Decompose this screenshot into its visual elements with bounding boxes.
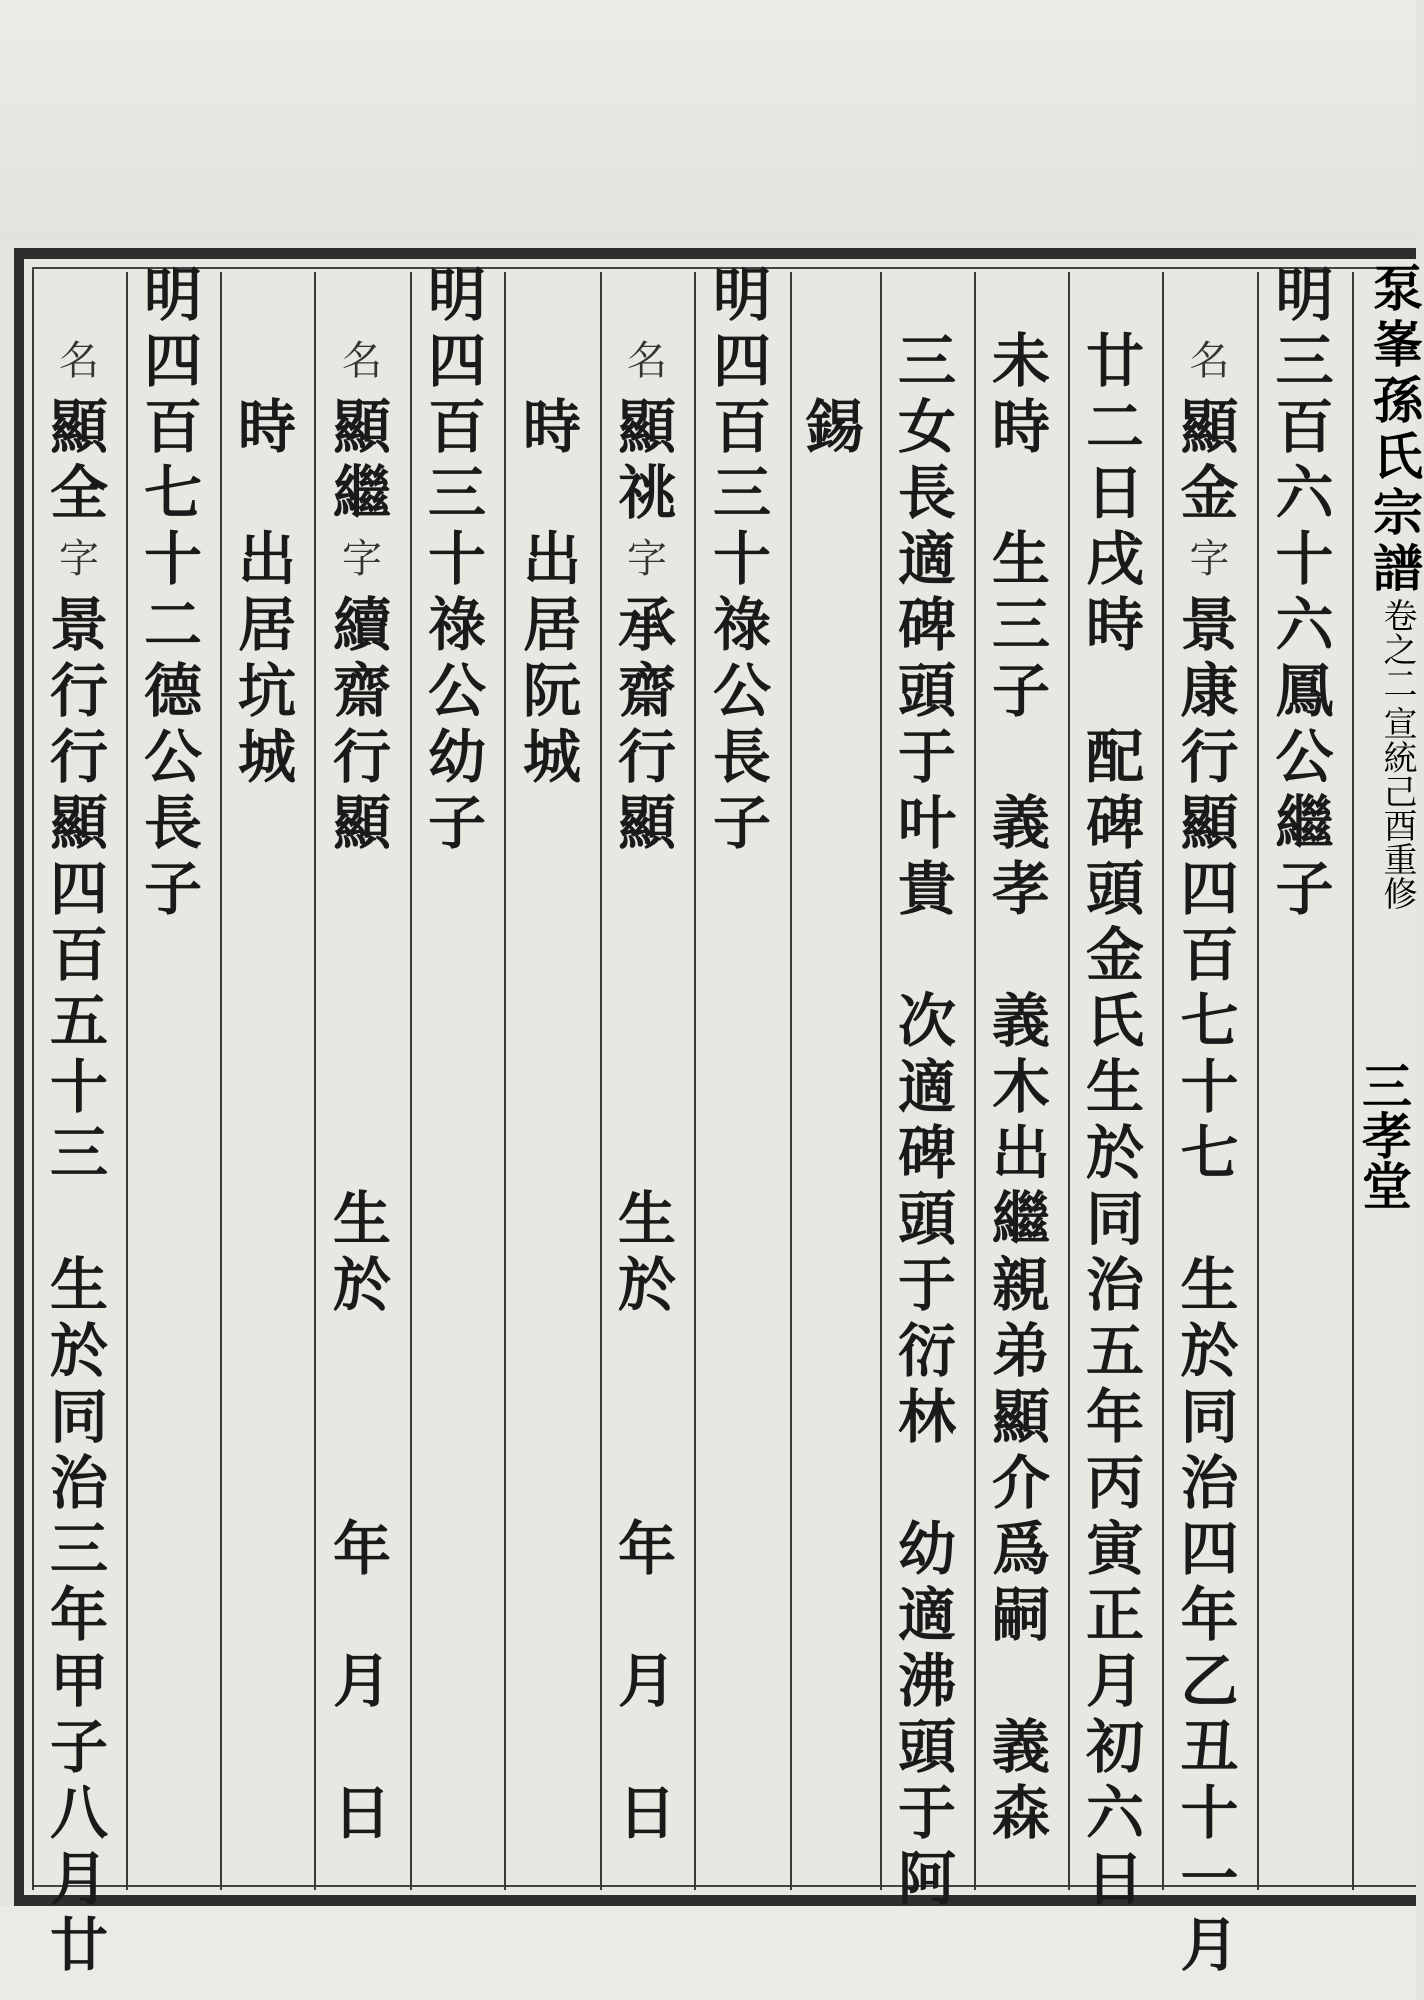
character: 叶 <box>897 789 956 857</box>
column-rule <box>880 272 882 1890</box>
text-segment <box>986 526 1056 724</box>
character: 子 <box>143 855 202 923</box>
character: 三 <box>897 327 956 395</box>
character: 居 <box>522 591 581 659</box>
small-annotation <box>327 328 397 394</box>
character: 治 <box>1085 1251 1144 1319</box>
character: 于 <box>897 723 956 791</box>
text-segment <box>612 1186 682 1318</box>
character: 頭 <box>897 1185 956 1253</box>
character: 百 <box>1275 393 1334 461</box>
text-segment <box>1270 262 1340 922</box>
character: 三 <box>712 459 771 527</box>
text-column <box>138 262 208 922</box>
small-annotation <box>44 526 114 592</box>
text-column <box>612 262 682 1846</box>
character: 弟 <box>991 1317 1050 1385</box>
character: 繼 <box>1275 789 1334 857</box>
character: 子 <box>712 789 771 857</box>
character: 廿 <box>49 1911 108 1979</box>
character: 頭 <box>1085 855 1144 923</box>
text-segment <box>44 1252 114 1978</box>
character: 顯 <box>49 789 108 857</box>
text-segment <box>44 592 114 1186</box>
character: 生 <box>1180 1251 1239 1319</box>
text-segment <box>232 526 302 790</box>
text-segment <box>612 1516 682 1582</box>
text-segment <box>327 592 397 856</box>
character: 顯 <box>991 1383 1050 1451</box>
text-column <box>892 262 962 1912</box>
character: 十 <box>712 525 771 593</box>
character: 爲 <box>991 1515 1050 1583</box>
genealogy-title: 泵峯孫氏宗譜 <box>1365 262 1424 598</box>
character: 十 <box>143 525 202 593</box>
text-segment <box>138 262 208 922</box>
character: 字 <box>59 536 99 582</box>
character: 子 <box>1275 855 1334 923</box>
character: 金 <box>1180 459 1239 527</box>
character: 五 <box>1085 1317 1144 1385</box>
character: 出 <box>991 1119 1050 1187</box>
column-rule <box>126 272 128 1890</box>
character: 四 <box>49 855 108 923</box>
character: 于 <box>897 1251 956 1319</box>
character: 貴 <box>897 855 956 923</box>
text-segment <box>986 328 1056 460</box>
column-rule <box>220 272 222 1890</box>
character: 時 <box>991 393 1050 461</box>
character: 碑 <box>897 1119 956 1187</box>
character: 長 <box>897 459 956 527</box>
text-column <box>986 262 1056 1846</box>
text-segment <box>1175 592 1245 1186</box>
text-column <box>800 262 870 460</box>
character: 十 <box>1180 1779 1239 1847</box>
character: 年 <box>1085 1383 1144 1451</box>
character: 時 <box>1085 591 1144 659</box>
character: 字 <box>1189 536 1230 582</box>
character: 百 <box>1180 921 1239 989</box>
character: 年 <box>1180 1581 1239 1649</box>
character: 生 <box>332 1185 391 1253</box>
character: 於 <box>332 1251 391 1319</box>
character: 長 <box>712 723 771 791</box>
text-column <box>327 262 397 1846</box>
character: 正 <box>1085 1581 1144 1649</box>
character: 二 <box>143 591 202 659</box>
text-segment <box>707 262 777 856</box>
text-segment <box>612 394 682 526</box>
column-rule <box>1162 272 1164 1890</box>
character: 十 <box>49 1053 108 1121</box>
character: 出 <box>522 525 581 593</box>
character: 四 <box>1180 855 1239 923</box>
character: 森 <box>991 1779 1050 1847</box>
character: 六 <box>1275 591 1334 659</box>
character: 義 <box>991 789 1050 857</box>
character: 頭 <box>897 657 956 725</box>
character: 行 <box>49 723 108 791</box>
character: 承 <box>617 591 676 659</box>
character: 月 <box>332 1647 391 1715</box>
text-column <box>517 262 587 790</box>
text-segment <box>327 1516 397 1582</box>
character: 百 <box>712 393 771 461</box>
character: 城 <box>237 723 296 791</box>
character: 嗣 <box>991 1581 1050 1649</box>
text-segment <box>892 328 962 922</box>
text-segment <box>517 526 587 790</box>
character: 日 <box>617 1779 676 1847</box>
character: 顯 <box>49 393 108 461</box>
character: 顯 <box>1180 789 1239 857</box>
character: 全 <box>49 459 108 527</box>
character: 行 <box>49 657 108 725</box>
character: 頭 <box>897 1713 956 1781</box>
character: 顯 <box>332 393 391 461</box>
character: 丑 <box>1180 1713 1239 1781</box>
text-segment <box>327 1186 397 1318</box>
character: 顯 <box>617 789 676 857</box>
hall-name: 孝堂 <box>1354 1110 1413 1210</box>
character: 康 <box>1180 657 1239 725</box>
page-number: 三 <box>1354 1060 1413 1110</box>
character: 適 <box>897 525 956 593</box>
character: 適 <box>897 1053 956 1121</box>
text-segment <box>612 1648 682 1714</box>
character: 親 <box>991 1251 1050 1319</box>
character: 坑 <box>237 657 296 725</box>
character: 出 <box>237 525 296 593</box>
character: 林 <box>897 1383 956 1451</box>
character: 公 <box>143 723 202 791</box>
column-rule <box>600 272 602 1890</box>
small-annotation <box>327 526 397 592</box>
text-segment <box>1175 1252 1245 1978</box>
character: 于 <box>897 1779 956 1847</box>
character: 四 <box>1180 1515 1239 1583</box>
text-segment <box>327 1780 397 1846</box>
character: 城 <box>522 723 581 791</box>
character: 百 <box>427 393 486 461</box>
text-segment <box>517 394 587 460</box>
character: 於 <box>617 1251 676 1319</box>
character: 名 <box>1189 338 1230 384</box>
character: 齋 <box>617 657 676 725</box>
character: 月 <box>1180 1911 1239 1979</box>
text-segment <box>1080 724 1150 1912</box>
character: 廿 <box>1085 327 1144 395</box>
character: 明 <box>143 261 202 329</box>
character: 乙 <box>1180 1647 1239 1715</box>
character: 顯 <box>332 789 391 857</box>
character: 長 <box>143 789 202 857</box>
character: 義 <box>991 987 1050 1055</box>
text-segment <box>800 394 870 460</box>
character: 三 <box>427 459 486 527</box>
character: 錫 <box>805 393 864 461</box>
character: 月 <box>49 1845 108 1913</box>
character: 十 <box>1180 1053 1239 1121</box>
character: 祿 <box>427 591 486 659</box>
text-column <box>1175 262 1245 1978</box>
page-top-margin <box>0 0 1416 245</box>
character: 生 <box>991 525 1050 593</box>
character: 八 <box>49 1779 108 1847</box>
character: 明 <box>1275 261 1334 329</box>
text-segment <box>986 790 1056 922</box>
character: 月 <box>1085 1647 1144 1715</box>
character: 年 <box>332 1515 391 1583</box>
column-rule <box>504 272 506 1890</box>
text-segment <box>327 1648 397 1714</box>
character: 十 <box>1275 525 1334 593</box>
character: 行 <box>332 723 391 791</box>
column-rule <box>1068 272 1070 1890</box>
character: 衍 <box>897 1317 956 1385</box>
character: 公 <box>712 657 771 725</box>
small-annotation <box>612 526 682 592</box>
character: 年 <box>617 1515 676 1583</box>
character: 沸 <box>897 1647 956 1715</box>
character: 五 <box>49 987 108 1055</box>
character: 於 <box>1180 1317 1239 1385</box>
character: 一 <box>1180 1845 1239 1913</box>
character: 四 <box>712 327 771 395</box>
page-header-column <box>1354 262 1424 1210</box>
character: 百 <box>49 921 108 989</box>
column-rule <box>314 272 316 1890</box>
character: 同 <box>1180 1383 1239 1451</box>
character: 四 <box>143 327 202 395</box>
text-segment <box>327 394 397 526</box>
character: 月 <box>617 1647 676 1715</box>
text-segment <box>892 1516 962 1912</box>
character: 子 <box>991 657 1050 725</box>
text-column <box>1270 262 1340 922</box>
character: 時 <box>522 393 581 461</box>
text-segment <box>1080 328 1150 658</box>
character: 繼 <box>332 459 391 527</box>
character: 適 <box>897 1581 956 1649</box>
character: 祧 <box>617 459 676 527</box>
text-column <box>44 262 114 1978</box>
character: 字 <box>627 536 667 582</box>
small-annotation <box>1175 328 1245 394</box>
character: 阿 <box>897 1845 956 1913</box>
character: 鳳 <box>1275 657 1334 725</box>
character: 字 <box>342 536 382 582</box>
text-segment <box>232 394 302 460</box>
small-annotation <box>612 328 682 394</box>
volume-label: 卷之二 <box>1377 598 1417 700</box>
text-column <box>232 262 302 790</box>
character: 女 <box>897 393 956 461</box>
character: 年 <box>49 1581 108 1649</box>
character: 十 <box>427 525 486 593</box>
character: 介 <box>991 1449 1050 1517</box>
character: 初 <box>1085 1713 1144 1781</box>
character: 時 <box>237 393 296 461</box>
character: 生 <box>617 1185 676 1253</box>
character: 名 <box>627 338 667 384</box>
character: 行 <box>1180 723 1239 791</box>
character: 於 <box>49 1317 108 1385</box>
character: 明 <box>427 261 486 329</box>
character: 居 <box>237 591 296 659</box>
edition-label: 宣統己酉重修 <box>1377 706 1417 910</box>
text-segment <box>986 1714 1056 1846</box>
column-rule <box>1257 272 1259 1890</box>
character: 義 <box>991 1713 1050 1781</box>
character: 日 <box>1085 1845 1144 1913</box>
character: 繼 <box>991 1185 1050 1253</box>
column-rule <box>790 272 792 1890</box>
character: 同 <box>1085 1185 1144 1253</box>
character: 日 <box>1085 459 1144 527</box>
character: 景 <box>49 591 108 659</box>
character: 治 <box>1180 1449 1239 1517</box>
character: 三 <box>991 591 1050 659</box>
character: 日 <box>332 1779 391 1847</box>
character: 寅 <box>1085 1515 1144 1583</box>
text-segment <box>892 988 962 1450</box>
character: 三 <box>1275 327 1334 395</box>
text-column <box>707 262 777 856</box>
character: 次 <box>897 987 956 1055</box>
column-rule <box>32 272 34 1890</box>
text-segment <box>44 394 114 526</box>
character: 生 <box>1085 1053 1144 1121</box>
character: 德 <box>143 657 202 725</box>
character: 氏 <box>1085 987 1144 1055</box>
character: 三 <box>49 1515 108 1583</box>
character: 顯 <box>1180 393 1239 461</box>
character: 配 <box>1085 723 1144 791</box>
character: 丙 <box>1085 1449 1144 1517</box>
character: 公 <box>1275 723 1334 791</box>
column-rule <box>410 272 412 1890</box>
character: 三 <box>49 1119 108 1187</box>
character: 顯 <box>617 393 676 461</box>
character: 名 <box>59 338 99 384</box>
character: 七 <box>1180 1119 1239 1187</box>
character: 戌 <box>1085 525 1144 593</box>
character: 未 <box>991 327 1050 395</box>
text-column <box>422 262 492 856</box>
character: 名 <box>342 338 382 384</box>
character: 同 <box>49 1383 108 1451</box>
text-segment <box>612 1780 682 1846</box>
character: 行 <box>617 723 676 791</box>
character: 碑 <box>1085 789 1144 857</box>
character: 金 <box>1085 921 1144 989</box>
character: 續 <box>332 591 391 659</box>
character: 生 <box>49 1251 108 1319</box>
character: 治 <box>49 1449 108 1517</box>
character: 於 <box>1085 1119 1144 1187</box>
character: 幼 <box>427 723 486 791</box>
text-segment <box>1175 394 1245 526</box>
text-segment <box>986 988 1056 1648</box>
text-column <box>1080 262 1150 1912</box>
character: 孝 <box>991 855 1050 923</box>
character: 阮 <box>522 657 581 725</box>
character: 祿 <box>712 591 771 659</box>
character: 景 <box>1180 591 1239 659</box>
character: 七 <box>143 459 202 527</box>
character: 甲 <box>49 1647 108 1715</box>
character: 二 <box>1085 393 1144 461</box>
character: 六 <box>1085 1779 1144 1847</box>
column-rule <box>694 272 696 1890</box>
character: 公 <box>427 657 486 725</box>
character: 木 <box>991 1053 1050 1121</box>
text-segment <box>422 262 492 856</box>
column-rule <box>974 272 976 1890</box>
character: 七 <box>1180 987 1239 1055</box>
character: 百 <box>143 393 202 461</box>
character: 齋 <box>332 657 391 725</box>
character: 明 <box>712 261 771 329</box>
small-annotation <box>44 328 114 394</box>
small-annotation <box>1175 526 1245 592</box>
character: 四 <box>427 327 486 395</box>
text-segment <box>612 592 682 856</box>
character: 碑 <box>897 591 956 659</box>
character: 幼 <box>897 1515 956 1583</box>
character: 子 <box>49 1713 108 1781</box>
character: 子 <box>427 789 486 857</box>
character: 六 <box>1275 459 1334 527</box>
